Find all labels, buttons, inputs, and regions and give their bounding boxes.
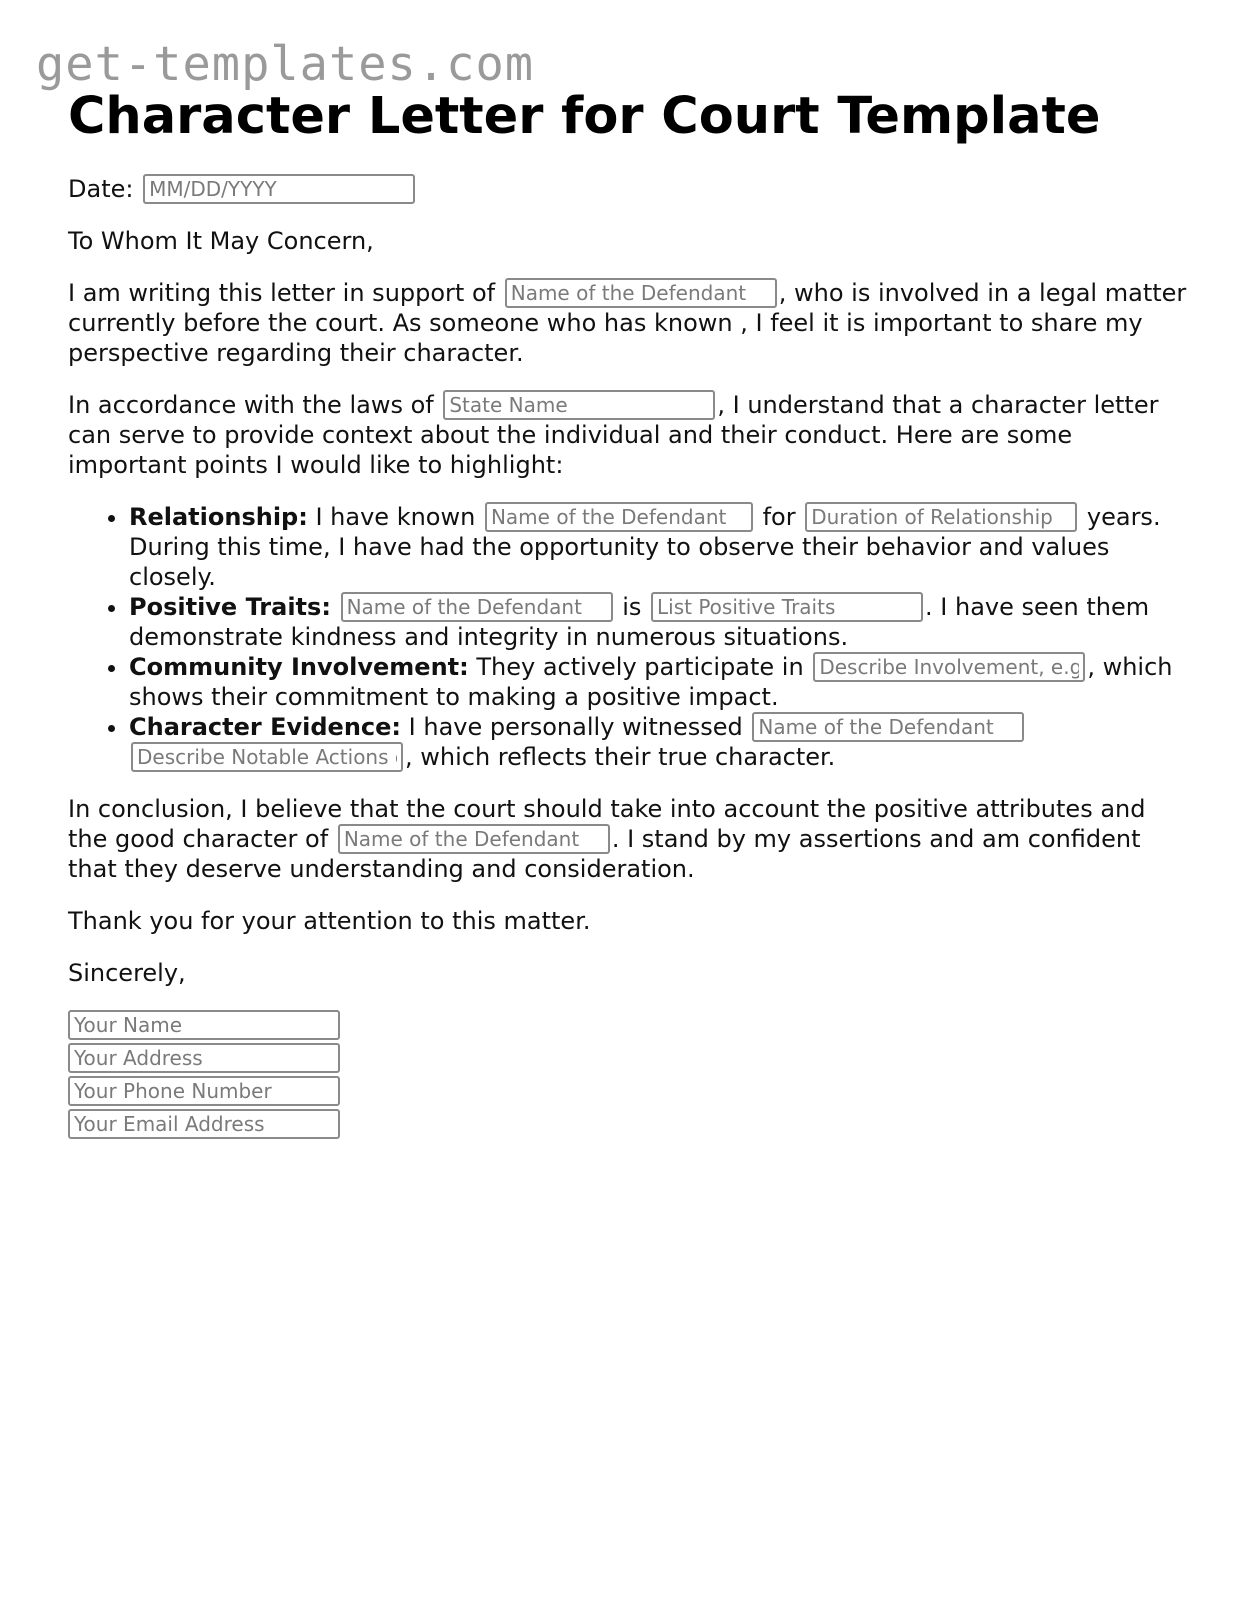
date-input[interactable] bbox=[143, 174, 415, 204]
thanks-line: Thank you for your attention to this matter. bbox=[68, 907, 591, 935]
your-name-input[interactable] bbox=[68, 1010, 340, 1040]
salutation: To Whom It May Concern, bbox=[68, 227, 374, 255]
state-name-input[interactable] bbox=[443, 390, 715, 420]
your-email-input[interactable] bbox=[68, 1109, 340, 1139]
defendant-name-input-intro[interactable] bbox=[505, 278, 777, 308]
point-relationship bbox=[129, 502, 1188, 592]
point-relationship-label: Relationship: bbox=[129, 503, 308, 531]
point-evidence-text2: , which reflects their true character. bbox=[405, 743, 836, 771]
closing-line: Sincerely, bbox=[68, 959, 186, 987]
point-traits-text1: is bbox=[622, 593, 642, 621]
point-relationship-text2: for bbox=[762, 503, 796, 531]
community-involvement-input[interactable] bbox=[813, 652, 1085, 682]
notable-actions-input[interactable] bbox=[131, 742, 403, 772]
relationship-duration-input[interactable] bbox=[805, 502, 1077, 532]
your-address-input[interactable] bbox=[68, 1043, 340, 1073]
defendant-name-input-traits[interactable] bbox=[341, 592, 613, 622]
defendant-name-input-conclusion[interactable] bbox=[338, 824, 610, 854]
point-relationship-text1: I have known bbox=[315, 503, 476, 531]
date-row bbox=[68, 174, 1188, 204]
conclusion-text-before: In conclusion, I believe that the court should take into account the positive attributes and the good character of bbox=[68, 795, 1146, 853]
intro-text-before: I am writing this letter in support of bbox=[68, 279, 496, 307]
point-traits bbox=[129, 592, 1188, 652]
defendant-name-input-relationship[interactable] bbox=[485, 502, 753, 532]
conclusion-text-after: . I stand by my assertions and am confident that they deserve understanding and consideration. bbox=[68, 825, 1141, 883]
laws-paragraph bbox=[68, 390, 1188, 480]
point-traits-text2: . I have seen them demonstrate kindness and integrity in numerous situations. bbox=[129, 593, 1150, 651]
point-community-text2: , which shows their commitment to making a positive impact. bbox=[129, 653, 1173, 711]
positive-traits-input[interactable] bbox=[651, 592, 923, 622]
point-relationship-text3: years. During this time, I have had the opportunity to observe their behavior and values closely. bbox=[129, 503, 1161, 591]
point-community-label: Community Involvement: bbox=[129, 653, 469, 681]
point-traits-label: Positive Traits: bbox=[129, 593, 331, 621]
intro-text-after: , who is involved in a legal matter currently before the court. As someone who has known , I feel it is important to share my perspective regarding their character. bbox=[68, 279, 1187, 367]
laws-text-before: In accordance with the laws of bbox=[68, 391, 434, 419]
point-community-text1: They actively participate in bbox=[476, 653, 804, 681]
highlight-points-list bbox=[68, 502, 1188, 772]
point-evidence bbox=[129, 712, 1188, 772]
date-label: Date: bbox=[68, 175, 134, 203]
your-phone-input[interactable] bbox=[68, 1076, 340, 1106]
watermark: get-templates.com bbox=[36, 37, 535, 92]
laws-text-after: , I understand that a character letter can serve to provide context about the individual and their conduct. Here are some important points I would like to highlight: bbox=[68, 391, 1159, 479]
point-evidence-label: Character Evidence: bbox=[129, 713, 402, 741]
conclusion-paragraph bbox=[68, 794, 1188, 884]
point-community bbox=[129, 652, 1188, 712]
point-evidence-text1: I have personally witnessed bbox=[408, 713, 743, 741]
letter-body bbox=[68, 82, 1188, 1139]
intro-paragraph bbox=[68, 278, 1188, 368]
signature-block bbox=[68, 1010, 1188, 1139]
defendant-name-input-evidence[interactable] bbox=[752, 712, 1024, 742]
page-title: Character Letter for Court Template bbox=[68, 87, 1101, 146]
